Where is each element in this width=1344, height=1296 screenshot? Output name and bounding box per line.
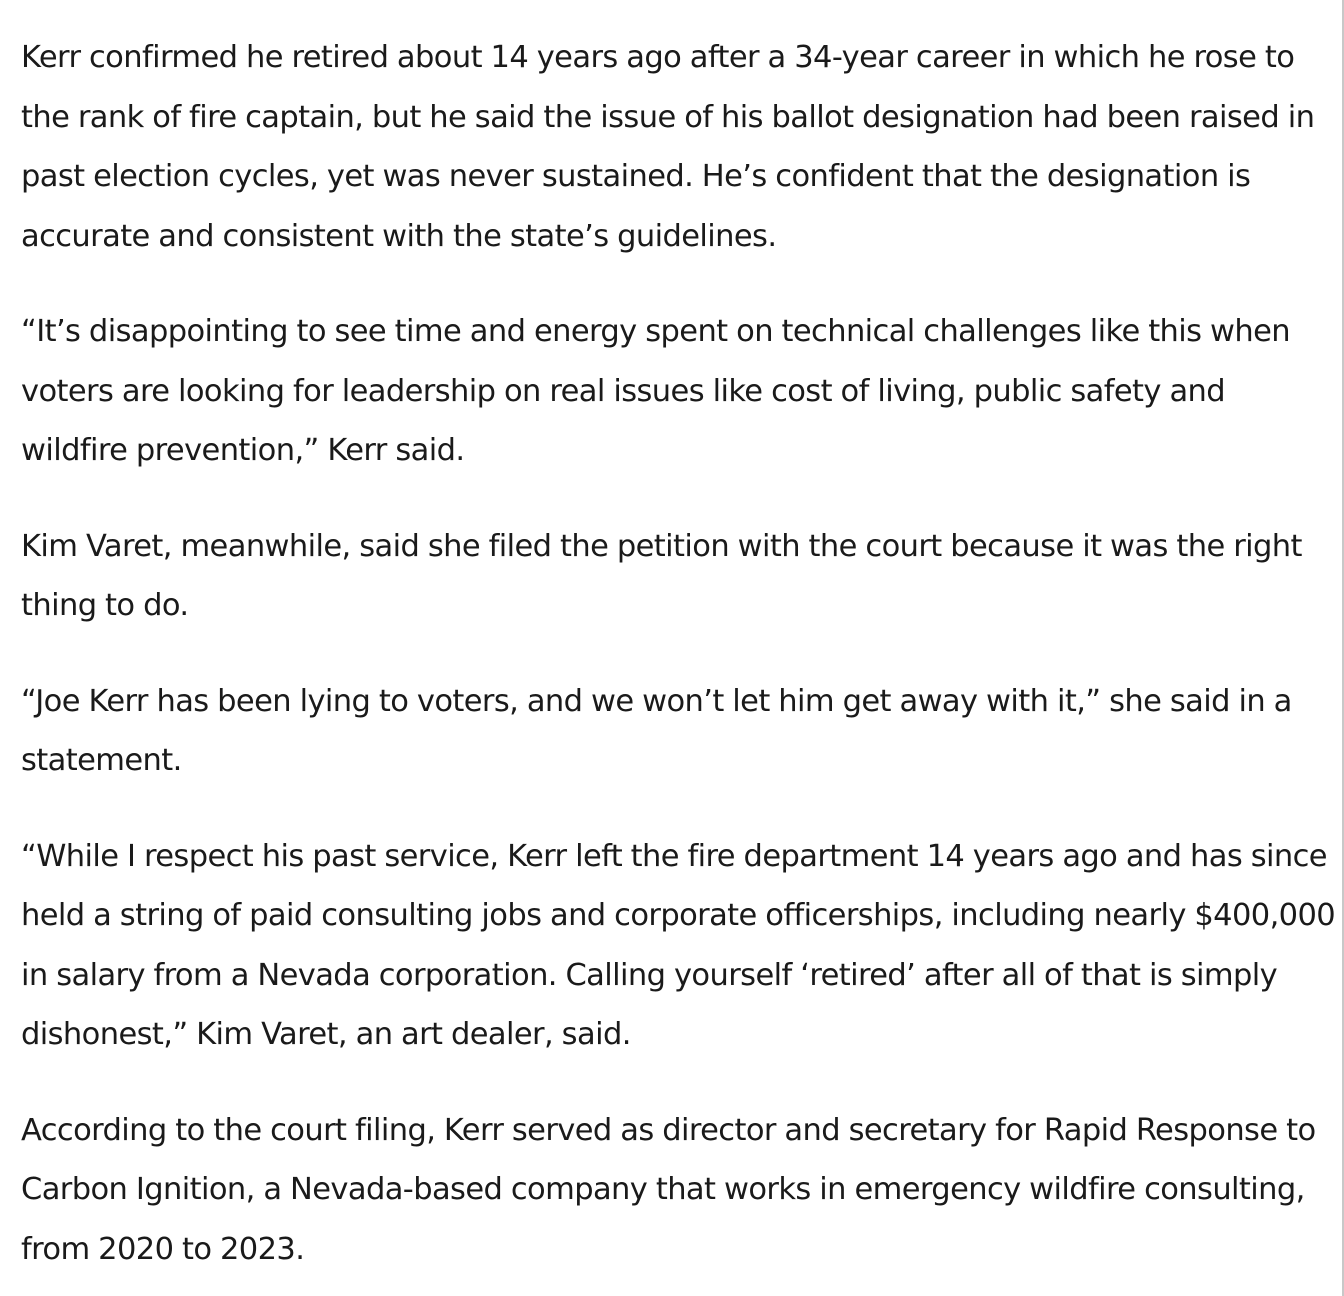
paragraph-kerr-quote: “It’s disappointing to see time and energy spent on technical challenges like this when voters are looking for leadership on real issues like cost of living, public safety and wildfire prevention,” Kerr said.	[21, 314, 1291, 468]
paragraph-varet-quote: “While I respect his past service, Kerr left the fire department 14 years ago and has since held a string of paid consulting jobs and corporate officerships, including nearly $400,000 in salary from a Nevada corporation. Calling yourself ‘retired’ after all of that is simply dishonest,” Kim Varet, an art dealer, said.	[21, 838, 1336, 1052]
paragraph-varet-statement: “Joe Kerr has been lying to voters, and we won’t let him get away with it,” she said in a statement.	[21, 683, 1292, 778]
article-body	[21, 28, 1339, 1279]
paragraph-varet-petition: Kim Varet, meanwhile, said she filed the petition with the court because it was the right thing to do.	[21, 528, 1302, 623]
paragraph-court-filing: According to the court filing, Kerr served as director and secretary for Rapid Response to Carbon Ignition, a Nevada-based company that works in emergency wildfire consulting, from 2020 to 2023.	[21, 1112, 1316, 1267]
paragraph-kerr-retirement: Kerr confirmed he retired about 14 years ago after a 34-year career in which he rose to the rank of fire captain, but he said the issue of his ballot designation had been raised in past election cycles, yet was never sustained. He’s confident that the designation is accurate and consistent with the state’s guidelines.	[21, 40, 1315, 254]
